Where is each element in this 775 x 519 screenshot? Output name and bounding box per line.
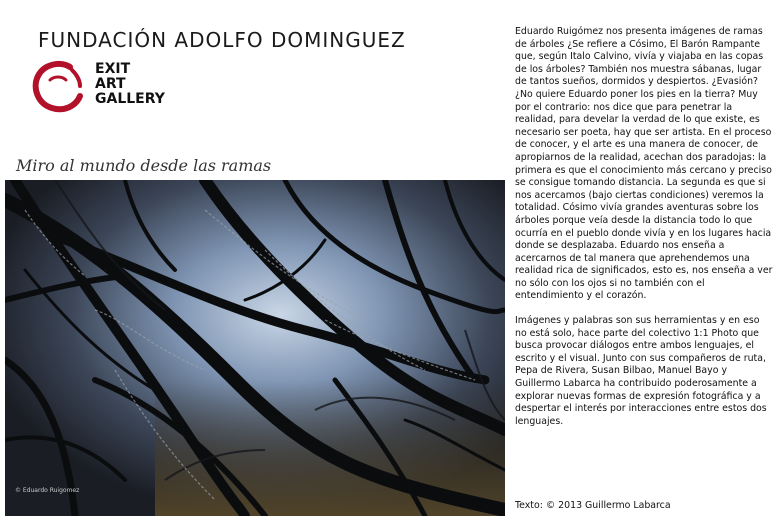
exhibit-photo: [5, 180, 505, 516]
branches-photo-image: [5, 180, 505, 516]
article-paragraph-1: Eduardo Ruigómez nos presenta imágenes de ramas de árboles ¿Se refiere a Cósimo, El Barón Rampante que, según Italo Calvino, vivía y viajaba en las copas de los árboles? También nos muestra sábanas, lugar de tantos sueños, dormidos y despiertos. ¿Evasión? ¿No quiere Eduardo poner los pies en la tierra? Muy por el contrario: nos dice que para penetrar la realidad, para develar la verdad de lo que existe, es necesario ser poeta, hay que ser artista. En el proceso de conocer, y el arte es una manera de conocer, de apropiarnos de la realidad, acechan dos paradojas: la primera es que el conocimiento más cercano y preciso se consigue tomando distancia. La segunda es que si nos acercamos (bajo ciertas condiciones) veremos la totalidad. Cósimo vivía grandes aventuras sobre los árboles porque veía desde la distancia todo lo que ocurría en el pueblo donde vivía y en los lugares hacia donde se desplazaba. Eduardo nos enseña a acercarnos de tal manera que aprehendemos una realidad rica de significados, esto es, nos enseña a ver no sólo con los ojos si no también con el entendimiento y el corazón.: [515, 26, 773, 302]
logo-line-gallery: GALLERY: [95, 91, 165, 107]
logo-line-exit: EXIT: [95, 61, 131, 77]
exit-art-gallery-logo-icon: [30, 58, 86, 114]
text-credit: Texto: © 2013 Guillermo Labarca: [515, 500, 671, 511]
logo-line-art: ART: [95, 76, 126, 92]
exhibit-title: Miro al mundo desde las ramas: [16, 156, 272, 175]
article-text: [515, 26, 773, 440]
foundation-title: FUNDACIÓN ADOLFO DOMINGUEZ: [38, 28, 406, 52]
photo-credit: © Eduardo Ruigomez: [15, 487, 80, 494]
article-paragraph-2: Imágenes y palabras son sus herramientas y en eso no está solo, hace parte del colectivo 1:1 Photo que busca provocar diálogos entre ambos lenguajes, el escrito y el visual. Junto con sus compañeros de ruta, Pepa de Rivera, Susan Bilbao, Manuel Bayo y Guillermo Labarca ha contribuido poderosamente a explorar nuevas formas de expresión fotográfica y a despertar el interés por interacciones entre estos dos lenguajes.: [515, 315, 767, 427]
logo-text: [95, 62, 165, 107]
